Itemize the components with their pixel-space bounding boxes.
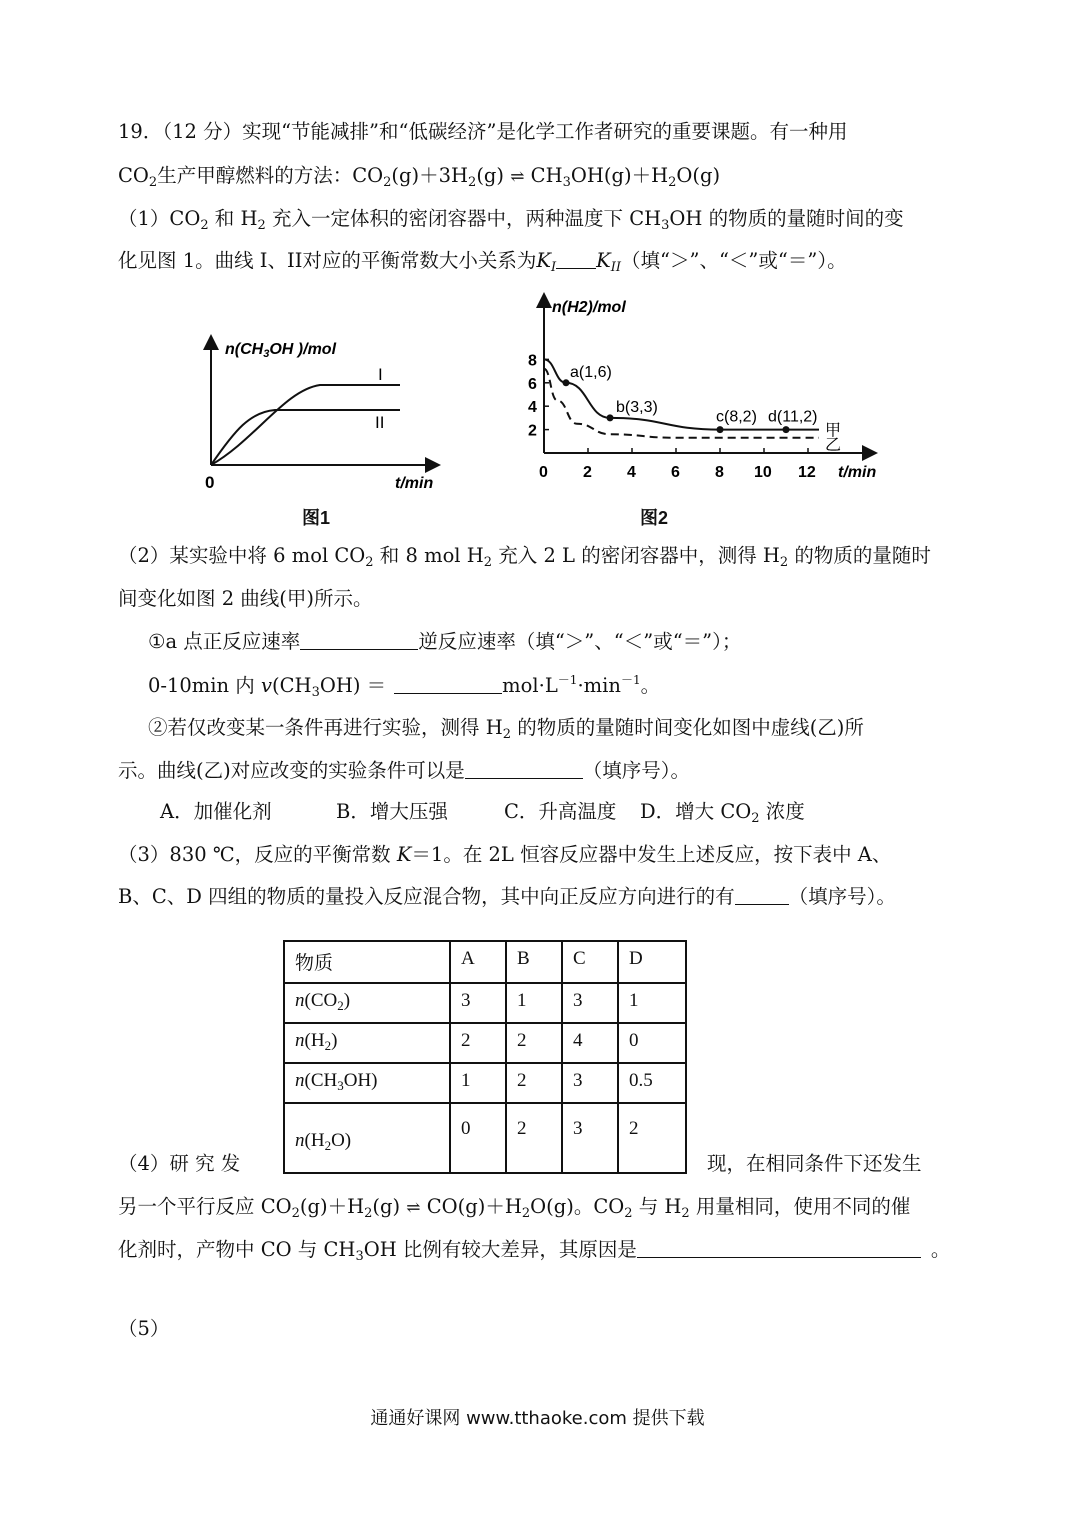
table-row xyxy=(284,983,686,1023)
fig2-x-tick-label: 0 xyxy=(539,464,548,481)
table-cell: 1 xyxy=(618,983,686,1023)
fig1-xlabel: t/min xyxy=(395,475,434,492)
table-cell: 1 xyxy=(450,1063,506,1103)
table-row-label: $n(H_2)$ xyxy=(284,1023,450,1063)
table-cell: 2 xyxy=(506,1023,562,1063)
table-cell: 2 xyxy=(506,1063,562,1103)
fig2-point-label: c(8,2) xyxy=(716,408,757,426)
fig2-series-jia-label: 甲 xyxy=(825,422,842,440)
part1-hint: （填“＞”、“＜”或“＝”）。 xyxy=(621,249,847,272)
question-header: 19．（12 分）实现“节能减排”和“低碳经济”是化学工作者研究的重要课题。有一种用 xyxy=(118,120,848,143)
fig2-x-tick-label: 12 xyxy=(798,464,816,481)
table-cell: 0 xyxy=(618,1023,686,1063)
part2-q2-line2 xyxy=(118,757,690,785)
fig1-series-I: I xyxy=(378,365,383,384)
fig2-data-point xyxy=(607,414,614,421)
fig2-x-tick-label: 6 xyxy=(671,464,680,481)
table-row-label: $n(CO_2)$ xyxy=(284,983,450,1023)
fig2-x-tick-label: 8 xyxy=(715,464,724,481)
part1-text: 化见图 1。曲线 I、II对应的平衡常数大小关系为 xyxy=(118,249,537,272)
fig2-data-point xyxy=(717,426,724,433)
table-cell: 3 xyxy=(562,983,618,1023)
question-intro xyxy=(118,162,720,191)
part1-line2: 化见图 1。曲线 I、II对应的平衡常数大小关系为$K_I$ $K_{II}$（填“＞”、“＜”或“＝”）。 xyxy=(118,249,847,275)
part2-rate: 0-10min 内 $v(CH_3OH) = mol\cdot L^{-1}\cdot\min^{-1}$。 xyxy=(148,673,661,700)
fig2-y-tick-label: 6 xyxy=(528,375,537,393)
table-header-cell: C xyxy=(562,941,618,983)
table-cell: 2 xyxy=(450,1023,506,1063)
figure-2-caption: 图2 xyxy=(640,508,669,528)
part1-line1: $(1)CO_2$ 和 $H_2$ 充入一定体积的密闭容器中，两种温度下 $CH_3OH$ 的物质的量随时间的变 xyxy=(118,207,904,233)
part4-line3: 化剂时，产物中 CO 与 $CH_3OH$ 比例有较大差异，其原因是 。 xyxy=(118,1238,951,1264)
part2-q1 xyxy=(148,628,741,656)
fig2-x-tick-label: 2 xyxy=(583,464,592,481)
table-header-row xyxy=(284,941,686,983)
table-row-label: $n(H_2O)$ xyxy=(284,1103,450,1173)
options-row xyxy=(160,798,805,826)
part3-text: B、C、D 四组的物质的量投入反应混合物，其中向正反应方向进行的有 xyxy=(118,885,735,908)
part4-end: 。 xyxy=(930,1238,951,1261)
option-d[interactable]: D．增大 $CO_2$ 浓度 xyxy=(640,800,805,826)
part3-line1: （3）830 ℃，反应的平衡常数 K＝1。在 2L 恒容反应器中发生上述反应，按下表中 A、 xyxy=(118,843,892,866)
table-cell: 3 xyxy=(562,1103,618,1173)
fig2-series-yi-label: 乙 xyxy=(825,436,842,454)
fig2-xlabel: t/min xyxy=(838,464,877,481)
table-cell: 2 xyxy=(506,1103,562,1173)
fig1-curve-II xyxy=(211,410,400,465)
part2-line2: 间变化如图 2 曲线(甲)所示。 xyxy=(118,587,373,610)
part5: （5） xyxy=(118,1317,170,1340)
fig1-curve-I xyxy=(211,385,400,465)
answer-blank-direction[interactable] xyxy=(735,884,789,905)
fig1-origin: 0 xyxy=(205,473,215,492)
part2-q1-text: ①a 点正反应速率 xyxy=(148,630,301,653)
figure-1-caption: 图1 xyxy=(302,508,331,528)
table-header-cell: B xyxy=(506,941,562,983)
part4-line2: 另一个平行反应 $CO_2(g)+H_2(g)$ ⇌ $CO(g)+H_2O(g)$。$CO_2$ 与 $H_2$ 用量相同，使用不同的催 xyxy=(118,1195,911,1221)
part4-b: 现，在相同条件下还发生 xyxy=(707,1152,922,1175)
answer-blank-rate-compare[interactable] xyxy=(300,629,418,650)
option-b[interactable]: B．增大压强 xyxy=(336,800,448,823)
fig2-ylabel: n(H2)/mol xyxy=(552,299,626,316)
table-header-cell: D xyxy=(618,941,686,983)
answer-blank-k[interactable] xyxy=(556,248,596,269)
table-row xyxy=(284,1063,686,1103)
fig2-point-label: a(1,6) xyxy=(570,363,612,381)
answer-blank-rate-value[interactable] xyxy=(394,673,502,694)
amount-table xyxy=(283,940,687,1174)
option-c[interactable]: C．升高温度 xyxy=(504,800,617,823)
figure-1-chart xyxy=(195,330,455,500)
intro-co2: $CO_2$ xyxy=(118,164,158,190)
fig2-data-point xyxy=(783,426,790,433)
table-cell: 1 xyxy=(506,983,562,1023)
fig2-data-point xyxy=(563,379,570,386)
table-header-cell: A xyxy=(450,941,506,983)
answer-blank-reason[interactable] xyxy=(637,1237,921,1258)
fig1-ylabel: n(CH3OH )/mol xyxy=(225,341,337,360)
table-row xyxy=(284,1023,686,1063)
fig2-point-label: d(11,2) xyxy=(768,408,818,426)
fig2-y-tick-label: 4 xyxy=(528,399,537,417)
table-row xyxy=(284,1103,686,1173)
table-row-label: $n(CH_3OH)$ xyxy=(284,1063,450,1103)
fig2-point-label: b(3,3) xyxy=(616,398,658,416)
table-cell: 3 xyxy=(562,1063,618,1103)
fig2-y-tick-label: 8 xyxy=(528,352,537,370)
part2-q2-hint: （填序号）。 xyxy=(582,759,690,782)
table-cell: 2 xyxy=(618,1103,686,1173)
fig2-y-tick-label: 2 xyxy=(528,422,537,440)
answer-blank-condition[interactable] xyxy=(465,758,583,779)
part2-q2-text: 示。曲线(乙)对应改变的实验条件可以是 xyxy=(118,759,465,782)
fig1-series-II: II xyxy=(375,413,385,432)
intro-text: 生产甲醇燃料的方法： xyxy=(157,164,353,187)
table-header-cell: 物质 xyxy=(284,941,450,983)
table-cell: 4 xyxy=(562,1023,618,1063)
page-footer: 通通好课网 www.tthaoke.com 提供下载 xyxy=(370,1408,705,1429)
part3-hint: （填序号）。 xyxy=(788,885,896,908)
reaction-equation: $CO_2(g)+3H_2(g)$ ⇌ $CH_3OH(g)+H_2O(g)$ xyxy=(352,164,721,190)
part4-a: （4）研 究 发 xyxy=(118,1152,241,1175)
table-cell: 0.5 xyxy=(618,1063,686,1103)
part2-q1-hint: 逆反应速率（填“＞”、“＜”或“＝”）； xyxy=(418,630,742,653)
table-cell: 0 xyxy=(450,1103,506,1173)
option-a[interactable]: A．加催化剂 xyxy=(160,800,272,823)
part2-line1: （2）某实验中将 6 mol $CO_2$ 和 8 mol $H_2$ 充入 2 L 的密闭容器中，测得 $H_2$ 的物质的量随时 xyxy=(118,544,931,570)
fig2-x-tick-label: 10 xyxy=(754,464,772,481)
fig2-x-tick-label: 4 xyxy=(627,464,636,481)
part3-line2 xyxy=(118,883,896,911)
part2-q2-line1: ②若仅改变某一条件再进行实验，测得 $H_2$ 的物质的量随时间变化如图中虚线(乙)所 xyxy=(148,716,864,742)
figure-2-chart xyxy=(520,290,890,500)
table-cell: 3 xyxy=(450,983,506,1023)
